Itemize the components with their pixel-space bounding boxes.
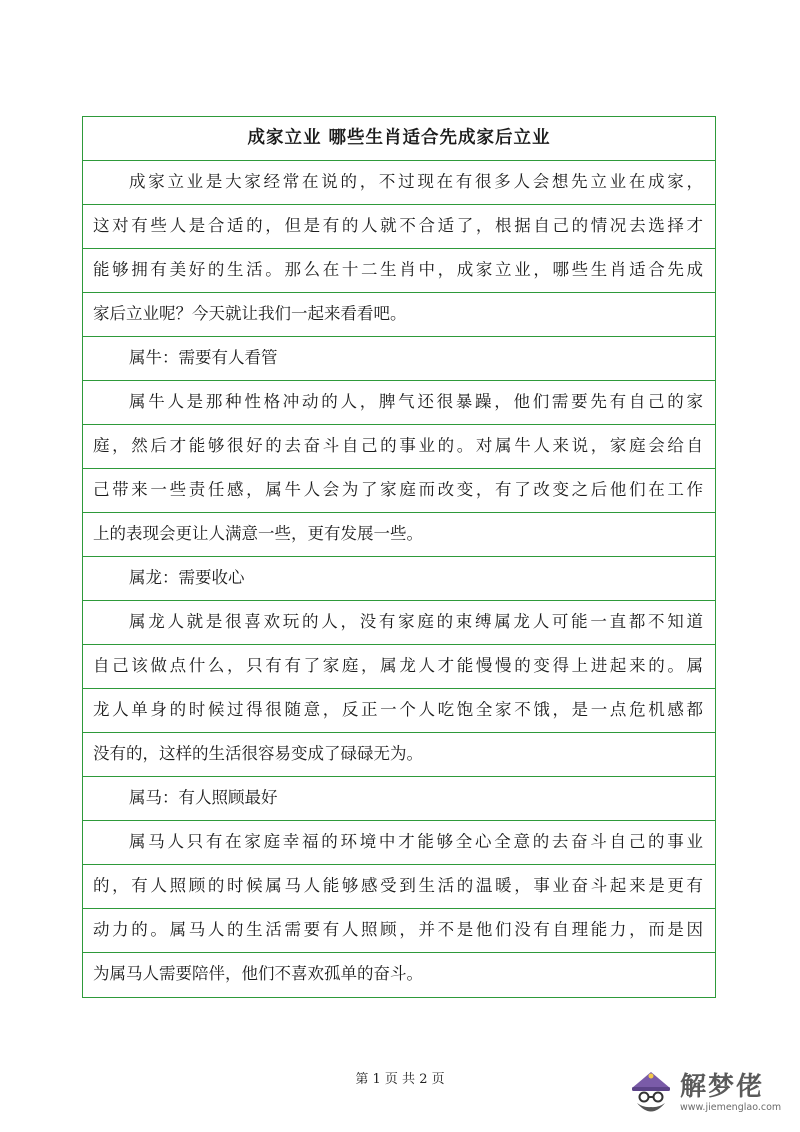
paragraph-line: 属龙人就是很喜欢玩的人，没有家庭的束缚属龙人可能一直都不知道 <box>83 601 715 645</box>
paragraph-line: 己带来一些责任感，属牛人会为了家庭而改变，有了改变之后他们在工作 <box>83 469 715 513</box>
paragraph-line: 为属马人需要陪伴，他们不喜欢孤单的奋斗。 <box>93 964 423 983</box>
paragraph-line: 没有的，这样的生活很容易变成了碌碌无为。 <box>83 733 715 777</box>
document-title: 成家立业 哪些生肖适合先成家后立业 <box>83 117 715 161</box>
paragraph-line: 能够拥有美好的生活。那么在十二生肖中，成家立业，哪些生肖适合先成 <box>83 249 715 293</box>
section-heading: 属马：有人照顾最好 <box>83 777 715 821</box>
wizard-logo-icon <box>628 1066 674 1120</box>
document-table <box>82 116 716 998</box>
paragraph-line: 动力的。属马人的生活需要有人照顾，并不是他们没有自理能力，而是因 <box>83 909 715 953</box>
paragraph-line: 属马人只有在家庭幸福的环境中才能够全心全意的去奋斗自己的事业 <box>83 821 715 865</box>
paragraph-line: 家后立业呢？今天就让我们一起来看看吧。 <box>83 293 715 337</box>
page-number: 第 1 页 共 2 页 <box>355 1072 445 1087</box>
paragraph-line: 的，有人照顾的时候属马人能够感受到生活的温暖，事业奋斗起来是更有 <box>83 865 715 909</box>
paragraph-line: 上的表现会更让人满意一些，更有发展一些。 <box>83 513 715 557</box>
paragraph-line: 这对有些人是合适的，但是有的人就不合适了，根据自己的情况去选择才 <box>83 205 715 249</box>
paragraph-line: 属牛人是那种性格冲动的人，脾气还很暴躁，他们需要先有自己的家 <box>83 381 715 425</box>
paragraph-line: 成家立业是大家经常在说的，不过现在有很多人会想先立业在成家， <box>83 161 715 205</box>
section-heading: 属龙：需要收心 <box>83 557 715 601</box>
watermark-url: www.jiemenglao.com <box>680 1102 782 1113</box>
section-heading: 属牛：需要有人看管 <box>83 337 715 381</box>
paragraph-line: 庭，然后才能够很好的去奋斗自己的事业的。对属牛人来说，家庭会给自 <box>83 425 715 469</box>
paragraph-line: 自己该做点什么，只有有了家庭，属龙人才能慢慢的变得上进起来的。属 <box>83 645 715 689</box>
paragraph-line: 龙人单身的时候过得很随意，反正一个人吃饱全家不饿，是一点危机感都 <box>83 689 715 733</box>
watermark-title: 解梦佬 <box>680 1072 765 1102</box>
document-body <box>83 161 715 997</box>
watermark-logo <box>628 1060 793 1126</box>
